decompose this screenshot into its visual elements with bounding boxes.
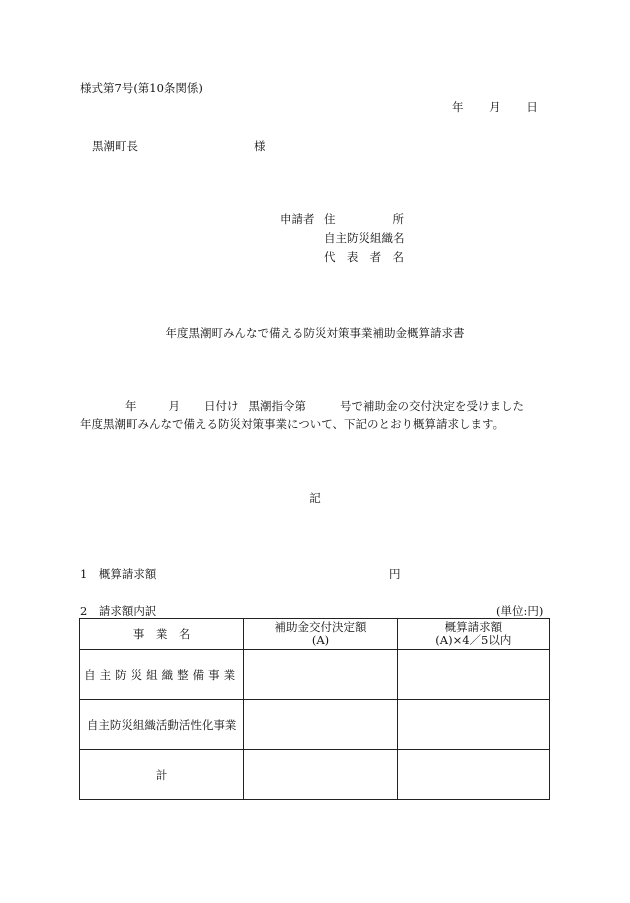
row-estimate-cell[interactable] <box>397 650 549 700</box>
total-estimate-cell[interactable] <box>397 750 549 800</box>
body-year: 年 <box>125 399 137 413</box>
table-row <box>80 700 550 750</box>
body-line-1 <box>125 398 524 414</box>
date-month-label: 月 <box>489 100 501 114</box>
ki-mark: 記 <box>309 491 321 505</box>
addressee-honorific: 様 <box>254 139 266 153</box>
date-year-label: 年 <box>452 100 464 114</box>
table-header-row <box>80 619 550 650</box>
representative-char: 者 <box>369 250 382 264</box>
date-day-label: 日 <box>526 100 538 114</box>
item1-label: 1 概算請求額 <box>80 567 157 581</box>
applicant-organization-label: 自主防災組織名 <box>324 231 405 245</box>
breakdown-table <box>79 618 550 800</box>
unit-note: (単位:円) <box>496 604 544 618</box>
item2-label: 2 請求額内訳 <box>80 604 157 618</box>
addressee-name: 黒潮町長 <box>92 139 138 153</box>
body-date-suffix: 日付け <box>204 399 239 413</box>
header-estimate <box>397 619 549 650</box>
row-estimate-cell[interactable] <box>397 700 549 750</box>
header-grant-decision-sub: (A) <box>311 633 330 647</box>
row-name: 自主防災組織活動活性化事業 <box>80 700 244 750</box>
header-project-name: 事 業 名 <box>80 619 244 650</box>
representative-char: 代 <box>324 250 336 264</box>
header-estimate-sub: (A)×4／5以内 <box>435 633 512 647</box>
total-grant-decision-cell[interactable] <box>244 750 397 800</box>
header-grant-decision-label: 補助金交付決定額 <box>274 620 367 634</box>
row-total-label: 計 <box>80 750 244 800</box>
table-row <box>80 750 550 800</box>
form-number: 様式第7号(第10条関係) <box>80 81 203 95</box>
row-grant-decision-cell[interactable] <box>244 650 397 700</box>
row-name: 自主防災組織整備事業 <box>80 650 244 700</box>
address-char: 所 <box>392 212 404 226</box>
body-month: 月 <box>168 399 180 413</box>
body-decision-text: 号で補助金の交付決定を受けました <box>340 399 524 413</box>
document-title: 年度黒潮町みんなで備える防災対策事業補助金概算請求書 <box>165 326 465 340</box>
body-directive-number: 黒潮指令第 <box>248 399 306 413</box>
table-row <box>80 650 550 700</box>
address-char: 住 <box>324 212 336 226</box>
body-line-2: 年度黒潮町みんなで備える防災対策事業について、下記のとおり概算請求します。 <box>80 417 505 431</box>
date-line <box>452 99 538 115</box>
representative-char: 表 <box>346 250 359 264</box>
header-grant-decision <box>244 619 397 650</box>
applicant-representative-label <box>324 249 404 265</box>
applicant-address-label <box>324 211 404 227</box>
row-grant-decision-cell[interactable] <box>244 700 397 750</box>
applicant-prefix: 申請者 <box>280 212 315 226</box>
item1-unit: 円 <box>389 567 401 581</box>
header-estimate-label: 概算請求額 <box>444 620 503 634</box>
representative-char: 名 <box>392 250 404 264</box>
